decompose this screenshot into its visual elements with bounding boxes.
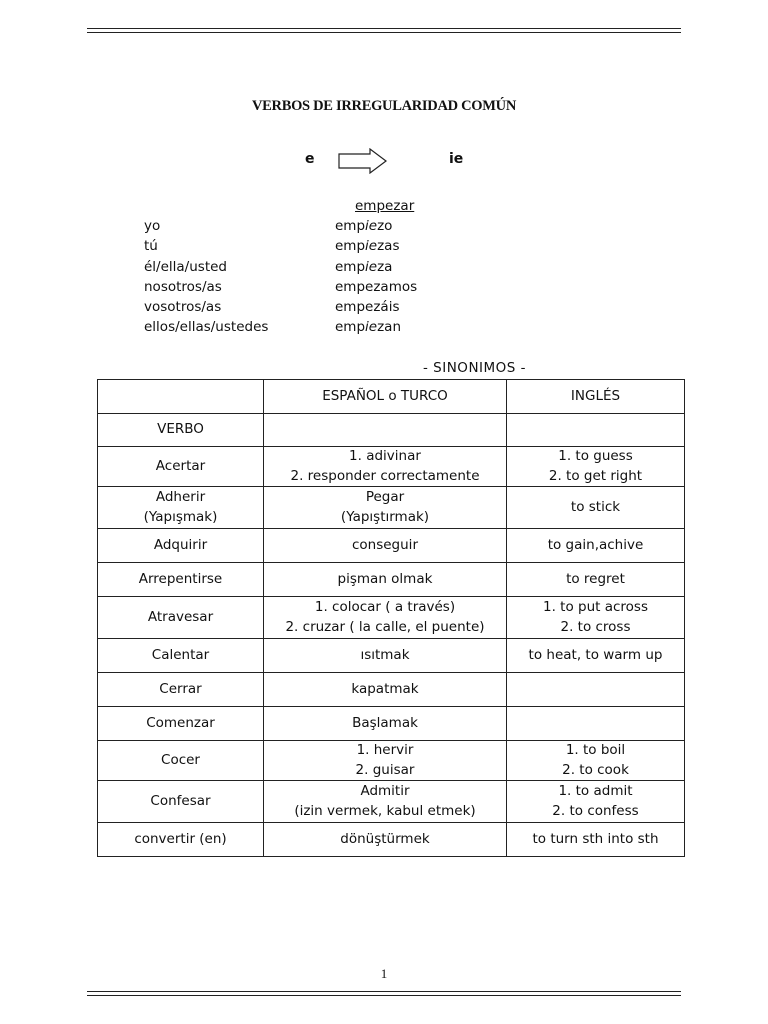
table-row (98, 781, 685, 823)
cell-text: Başlamak (352, 714, 418, 731)
column-header (264, 380, 507, 414)
cell-text: 2. to cross (560, 618, 631, 635)
spanish-turkish-cell (264, 823, 507, 857)
cell-text: (Yapışmak) (143, 508, 218, 525)
conjugation-verb: empezar (355, 198, 415, 214)
verb-cell (98, 673, 264, 707)
table-row (98, 707, 685, 741)
english-cell (507, 447, 685, 487)
cell-text: dönüştürmek (340, 830, 430, 847)
verb-form (335, 238, 400, 254)
stem-to: ie (449, 151, 464, 167)
spanish-turkish-cell (264, 673, 507, 707)
cell-text: kapatmak (351, 680, 419, 697)
cell-text: 2. to confess (552, 802, 639, 819)
cell-text: 1. to guess (558, 448, 633, 464)
cell-text: Comenzar (146, 714, 215, 731)
verb-stem: emp (335, 218, 366, 234)
spanish-turkish-cell (264, 563, 507, 597)
page-number: 1 (380, 966, 388, 981)
spanish-turkish-cell (264, 639, 507, 673)
cell-text: INGLÉS (570, 387, 621, 404)
cell-text: 1. to admit (558, 783, 633, 799)
verb-stem: empezáis (335, 299, 400, 316)
cell-text: ESPAÑOL o TURCO (322, 387, 448, 404)
conjugation-row (144, 259, 544, 279)
conjugation-row (144, 218, 544, 238)
pronoun: nosotros/as (144, 278, 222, 295)
table-row (98, 414, 685, 447)
spanish-turkish-cell (264, 781, 507, 823)
cell-text: Acertar (155, 457, 206, 474)
pronoun: él/ella/usted (144, 258, 227, 275)
table-row (98, 563, 685, 597)
table-header-row (98, 380, 685, 414)
cell-text: Calentar (151, 646, 210, 663)
cell-text: to regret (566, 570, 625, 587)
stem-change: ie (365, 319, 378, 336)
spanish-turkish-cell (264, 741, 507, 781)
cell-text: 2. guisar (355, 761, 415, 778)
verb-stem: emp (335, 319, 366, 336)
spanish-turkish-cell (264, 487, 507, 529)
spanish-turkish-cell (264, 414, 507, 447)
verb-cell (98, 447, 264, 487)
verb-cell (98, 487, 264, 529)
table-row (98, 639, 685, 673)
english-cell (507, 414, 685, 447)
verb-cell (98, 741, 264, 781)
table-row (98, 673, 685, 707)
table-row (98, 823, 685, 857)
cell-text: Atravesar (147, 608, 214, 625)
cell-text: Arrepentirse (138, 570, 223, 587)
verb-stem: emp (335, 238, 366, 255)
cell-text: convertir (en) (134, 830, 227, 847)
cell-text: (izin vermek, kabul etmek) (294, 802, 476, 819)
english-cell (507, 707, 685, 741)
cell-text: Adherir (155, 489, 206, 505)
verb-cell (98, 781, 264, 823)
cell-text: to heat, to warm up (528, 646, 663, 663)
cell-text: Adquirir (153, 536, 208, 553)
cell-text: pişman olmak (337, 570, 433, 587)
pronoun: vosotros/as (144, 299, 222, 316)
table-row (98, 487, 685, 529)
spanish-turkish-cell (264, 529, 507, 563)
page-title: VERBOS DE IRREGULARIDAD COMÚN (251, 98, 516, 114)
cell-text: ısıtmak (360, 646, 410, 663)
cell-text: 1. hervir (356, 742, 414, 758)
header-rule (87, 32, 681, 33)
table-row (98, 447, 685, 487)
cell-text: 2. to get right (548, 467, 643, 484)
spanish-turkish-cell (264, 707, 507, 741)
verb-form (335, 279, 417, 295)
pronoun: yo (144, 218, 161, 234)
verb-stem: emp (335, 258, 366, 275)
column-header (507, 380, 685, 414)
verb-cell (98, 414, 264, 447)
verb-cell (98, 529, 264, 563)
english-cell (507, 741, 685, 781)
english-cell (507, 639, 685, 673)
verb-form (335, 319, 401, 335)
spanish-turkish-cell (264, 597, 507, 639)
english-cell (507, 673, 685, 707)
stem-change-indicator (0, 148, 768, 174)
conjugation-row (144, 238, 544, 258)
footer-rule (87, 991, 681, 992)
table-row (98, 741, 685, 781)
cell-text: Cocer (161, 751, 200, 768)
verb-cell (98, 707, 264, 741)
stem-change: ie (365, 238, 378, 255)
table-row (98, 597, 685, 639)
verb-form (335, 259, 392, 275)
cell-text: 1. to put across (542, 599, 648, 615)
english-cell (507, 487, 685, 529)
conjugation-row (144, 319, 544, 339)
english-cell (507, 781, 685, 823)
footer-rule (87, 995, 681, 996)
verb-form (335, 299, 399, 315)
cell-text: 2. cruzar ( la calle, el puente) (285, 618, 485, 635)
cell-text: 1. to boil (565, 742, 626, 758)
verb-stem: empezamos (335, 278, 418, 295)
cell-text: 1. colocar ( a través) (314, 599, 456, 615)
spanish-turkish-cell (264, 447, 507, 487)
verb-ending: za (377, 258, 393, 275)
conjugation-row (144, 279, 544, 299)
verb-ending: zan (377, 319, 402, 336)
verb-cell (98, 597, 264, 639)
cell-text: to turn sth into sth (532, 830, 659, 847)
synonyms-heading: - SINONIMOS - (423, 360, 527, 376)
cell-text: 2. responder correctamente (290, 467, 480, 484)
synonyms-table (97, 379, 685, 857)
pronoun: ellos/ellas/ustedes (144, 319, 269, 336)
cell-text: VERBO (157, 421, 204, 438)
english-cell (507, 563, 685, 597)
verb-ending: zas (377, 238, 400, 255)
right-arrow-icon (338, 148, 388, 174)
english-cell (507, 529, 685, 563)
table-row (98, 529, 685, 563)
verb-cell (98, 563, 264, 597)
column-header (98, 380, 264, 414)
header-rule (87, 28, 681, 29)
cell-text: to gain,achive (547, 536, 644, 553)
stem-from: e (305, 151, 315, 167)
cell-text: 1. adivinar (349, 448, 421, 464)
cell-text: Cerrar (159, 680, 202, 697)
cell-text: (Yapıştırmak) (340, 508, 430, 525)
stem-change: ie (365, 218, 378, 234)
verb-ending: zo (377, 218, 393, 234)
cell-text: conseguir (351, 536, 418, 553)
pronoun: tú (144, 238, 158, 255)
english-cell (507, 823, 685, 857)
stem-change: ie (365, 258, 378, 275)
conjugation-row (144, 299, 544, 319)
cell-text: Confesar (150, 792, 211, 809)
english-cell (507, 597, 685, 639)
verb-cell (98, 823, 264, 857)
conjugation-list (144, 218, 544, 340)
cell-text: Pegar (365, 489, 405, 505)
verb-cell (98, 639, 264, 673)
cell-text: Admitir (360, 783, 410, 799)
cell-text: to stick (570, 498, 621, 515)
verb-form (335, 218, 392, 234)
cell-text: 2. to cook (562, 761, 629, 778)
